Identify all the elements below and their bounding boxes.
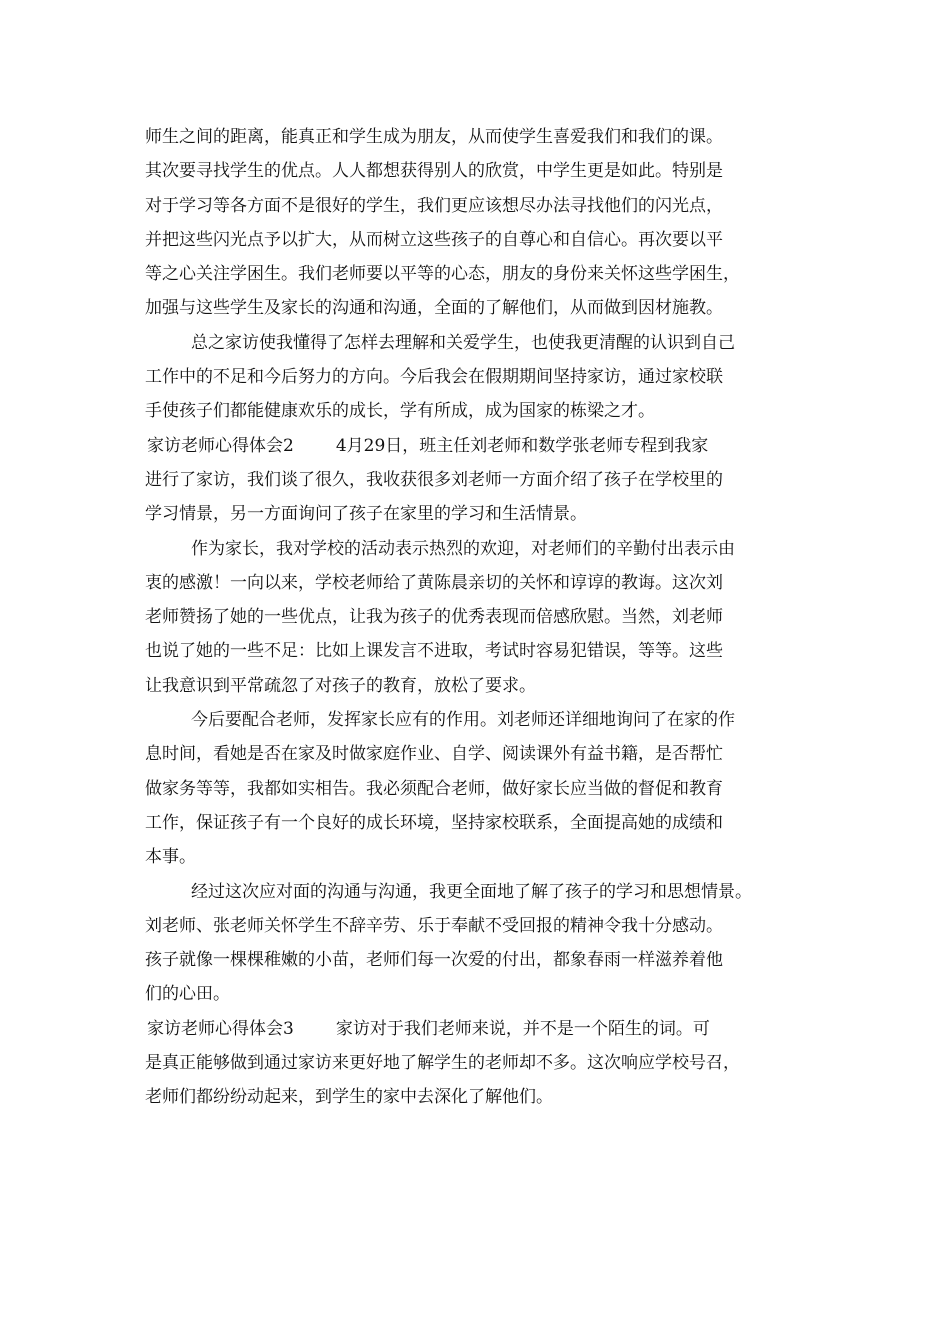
paragraph-3	[145, 532, 830, 703]
text-line: 做家务等等，我都如实相告。我必须配合老师，做好家长应当做的督促和教育	[145, 778, 723, 799]
text-line: 手使孩子们都能健康欢乐的成长，学有所成，成为国家的栋梁之才。	[145, 401, 655, 422]
section-3-first-line: 家访对于我们老师来说，并不是一个陌生的词。可	[335, 1018, 710, 1039]
text-line: 等之心关注学困生。我们老师要以平等的心态，朋友的身份来关怀这些学困生，	[145, 264, 740, 285]
text-line: 本事。	[145, 847, 196, 868]
text-line: 刘老师、张老师关怀学生不辞辛劳、乐于奉献不受回报的精神令我十分感动。	[145, 915, 723, 936]
text-line: 也说了她的一些不足：比如上课发言不进取，考试时容易犯错误，等等。这些	[145, 641, 723, 662]
section-3-heading-line	[145, 1012, 830, 1046]
text-line: 加强与这些学生及家长的沟通和沟通，全面的了解他们，从而做到因材施教。	[145, 298, 723, 319]
text-line: 老师们都纷纷动起来，到学生的家中去深化了解他们。	[145, 1087, 553, 1108]
text-line: 今后要配合老师，发挥家长应有的作用。刘老师还详细地询问了在家的作	[191, 710, 735, 731]
section-2-title: 家访老师心得体会2	[147, 435, 294, 456]
paragraph-2	[145, 326, 830, 429]
text-line: 作为家长，我对学校的活动表示热烈的欢迎，对老师们的辛勤付出表示由	[191, 538, 735, 559]
text-line: 是真正能够做到通过家访来更好地了解学生的老师却不多。这次响应学校号召，	[145, 1053, 740, 1074]
text-line: 对于学习等各方面不是很好的学生，我们更应该想尽办法寻找他们的闪光点，	[145, 195, 723, 216]
section-3-title: 家访老师心得体会3	[147, 1018, 294, 1039]
text-line: 进行了家访，我们谈了很久，我收获很多刘老师一方面介绍了孩子在学校里的	[145, 469, 723, 490]
text-line: 老师赞扬了她的一些优点，让我为孩子的优秀表现而倍感欣慰。当然，刘老师	[145, 607, 723, 628]
text-line: 工作中的不足和今后努力的方向。今后我会在假期期间坚持家访，通过家校联	[145, 367, 723, 388]
text-line: 息时间，看她是否在家及时做家庭作业、自学、阅读课外有益书籍，是否帮忙	[145, 744, 723, 765]
text-line: 孩子就像一棵棵稚嫩的小苗，老师们每一次爱的付出，都象春雨一样滋养着他	[145, 950, 723, 971]
section-2-first-line: 4月29日，班主任刘老师和数学张老师专程到我家	[335, 435, 709, 456]
paragraph-1	[145, 120, 830, 326]
text-line: 并把这些闪光点予以扩大，从而树立这些孩子的自尊心和自信心。再次要以平	[145, 229, 723, 250]
section-2	[145, 429, 830, 532]
text-line: 学习情景，另一方面询问了孩子在家里的学习和生活情景。	[145, 504, 587, 525]
text-line: 师生之间的距离，能真正和学生成为朋友，从而使学生喜爱我们和我们的课。	[145, 127, 723, 147]
text-line: 让我意识到平常疏忽了对孩子的教育，放松了要求。	[145, 675, 536, 696]
text-line: 衷的感激！一向以来，学校老师给了黄陈晨亲切的关怀和谆谆的教诲。这次刘	[145, 572, 723, 593]
paragraph-4	[145, 703, 830, 874]
section-2-heading-line	[145, 429, 830, 463]
paragraph-5	[145, 875, 830, 1012]
text-line: 们的心田。	[145, 984, 230, 1005]
document-body	[145, 120, 830, 1115]
text-line: 经过这次应对面的沟通与沟通，我更全面地了解了孩子的学习和思想情景。	[191, 881, 752, 902]
text-line: 总之家访使我懂得了怎样去理解和关爱学生，也使我更清醒的认识到自己	[191, 332, 735, 353]
text-line: 其次要寻找学生的优点。人人都想获得别人的欣赏，中学生更是如此。特别是	[145, 161, 723, 182]
text-line: 工作，保证孩子有一个良好的成长环境，坚持家校联系，全面提高她的成绩和	[145, 812, 723, 833]
section-3	[145, 1012, 830, 1115]
